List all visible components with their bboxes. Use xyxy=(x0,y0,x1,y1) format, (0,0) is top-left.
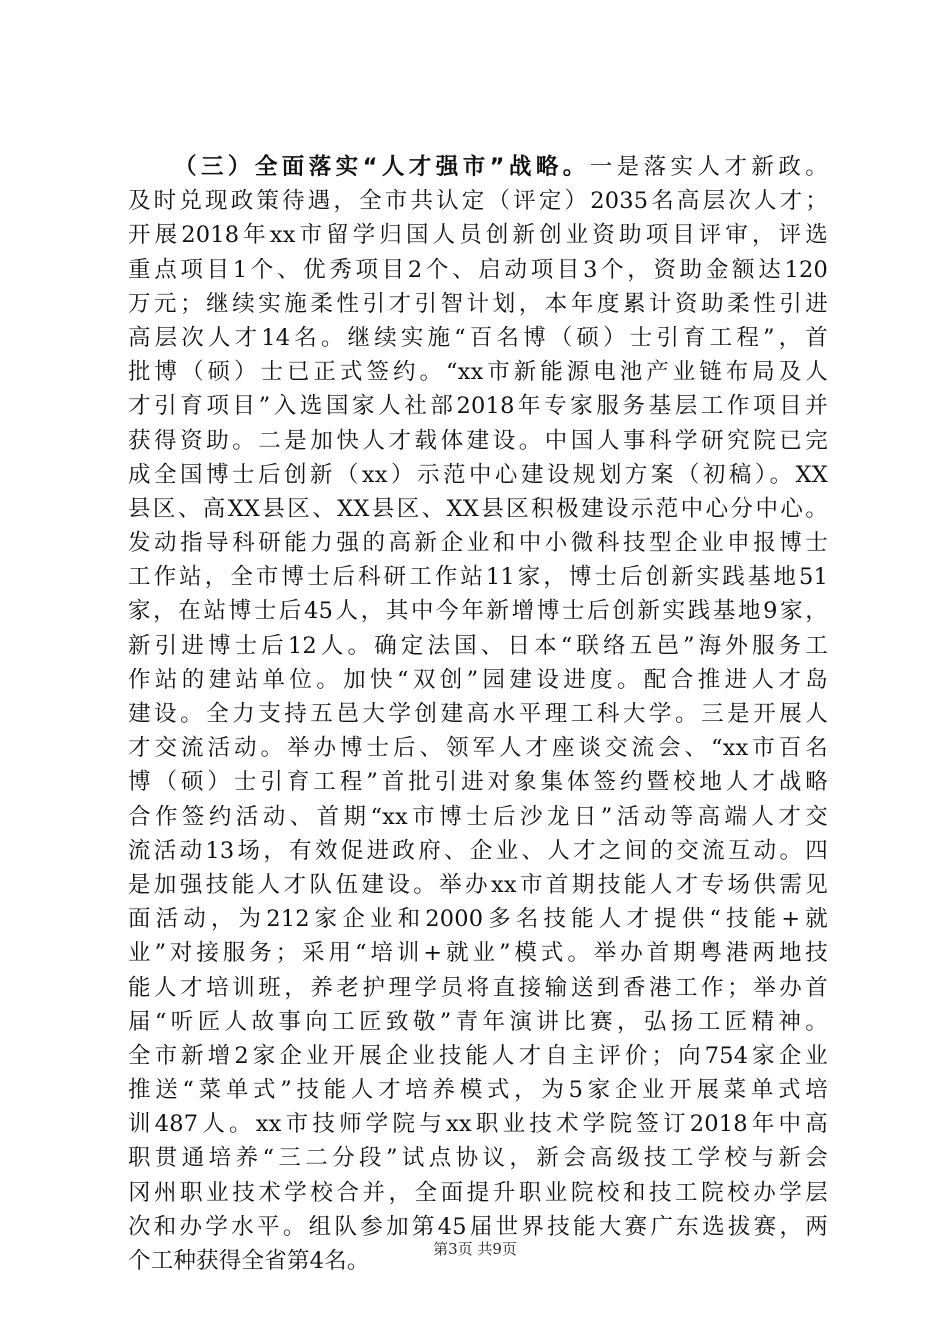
paragraph-line: 能人才培训班，养老护理学员将直接输送到香港工作；举办首 xyxy=(128,974,828,1001)
paragraph-line: 获得资助。二是加快人才载体建设。中国人事科学研究院已完 xyxy=(128,427,828,454)
paragraph-line: 开展2018年xx市留学归国人员创新创业资助项目评审，评选 xyxy=(128,222,828,249)
paragraph-line: 县区、高XX县区、XX县区、XX县区积极建设示范中心分中心。 xyxy=(128,495,828,522)
section-heading: （三）全面落实“人才强市”战略。 xyxy=(174,154,590,180)
paragraph-line: 工作站，全市博士后科研工作站11家，博士后创新实践基地51 xyxy=(128,564,828,591)
paragraph-line: 全市新增2家企业开展企业技能人才自主评价；向754家企业 xyxy=(128,1042,828,1069)
paragraph-line: 及时兑现政策待遇，全市共认定（评定）2035名高层次人才； xyxy=(128,188,828,215)
paragraph-line: 才引育项目”入选国家人社部2018年专家服务基层工作项目并 xyxy=(128,393,828,420)
paragraph-line: 高层次人才14名。继续实施“百名博（硕）士引育工程”，首 xyxy=(128,324,828,351)
line-text: 一是落实人才新政。 xyxy=(589,154,828,180)
paragraph-line: 业”对接服务；采用“培训+就业”模式。举办首期粤港两地技 xyxy=(128,940,828,967)
paragraph-line: 冈州职业技术学校合并，全面提升职业院校和技工院校办学层 xyxy=(128,1179,828,1206)
paragraph-line: 是加强技能人才队伍建设。举办xx市首期技能人才专场供需见 xyxy=(128,871,828,898)
body-text xyxy=(128,150,828,1278)
paragraph-line: 新引进博士后12人。确定法国、日本“联络五邑”海外服务工 xyxy=(128,632,828,659)
paragraph-line: 作站的建站单位。加快“双创”园建设进度。配合推进人才岛 xyxy=(128,666,828,693)
paragraph-line: 批博（硕）士已正式签约。“xx市新能源电池产业链布局及人 xyxy=(128,359,828,386)
paragraph-line: 才交流活动。举办博士后、领军人才座谈交流会、“xx市百名 xyxy=(128,735,828,762)
paragraph-line: 成全国博士后创新（xx）示范中心建设规划方案（初稿）。XX xyxy=(128,461,828,488)
paragraph-line: 次和办学水平。组队参加第45届世界技能大赛广东选拔赛，两 xyxy=(128,1213,828,1240)
paragraph-line: 建设。全力支持五邑大学创建高水平理工科大学。三是开展人 xyxy=(128,701,828,727)
paragraph-line: 流活动13场，有效促进政府、企业、人才之间的交流互动。四 xyxy=(128,837,828,864)
paragraph-line: 面活动，为212家企业和2000多名技能人才提供“技能+就 xyxy=(128,906,828,933)
paragraph-line: 博（硕）士引育工程”首批引进对象集体签约暨校地人才战略 xyxy=(128,769,828,796)
paragraph-line: 个工种获得全省第4名。 xyxy=(128,1248,370,1274)
paragraph-line xyxy=(128,150,828,184)
paragraph-line: 推送“菜单式”技能人才培养模式，为5家企业开展菜单式培 xyxy=(128,1077,828,1104)
paragraph-line: 训487人。xx市技师学院与xx职业技术学院签订2018年中高 xyxy=(128,1111,828,1138)
paragraph-line: 家，在站博士后45人，其中今年新增博士后创新实践基地9家， xyxy=(128,598,828,625)
paragraph-line: 合作签约活动、首期“xx市博士后沙龙日”活动等高端人才交 xyxy=(128,803,828,830)
page-number-footer: 第3页 共9页 xyxy=(433,1240,517,1258)
paragraph-line: 职贯通培养“三二分段”试点协议，新会高级技工学校与新会 xyxy=(128,1145,828,1172)
paragraph-line: 发动指导科研能力强的高新企业和中小微科技型企业申报博士 xyxy=(128,530,828,557)
paragraph-line: 重点项目1个、优秀项目2个、启动项目3个，资助金额达120 xyxy=(128,256,828,283)
paragraph-line: 届“听匠人故事向工匠致敬”青年演讲比赛，弘扬工匠精神。 xyxy=(128,1008,828,1035)
paragraph-line: 万元；继续实施柔性引才引智计划，本年度累计资助柔性引进 xyxy=(128,290,828,317)
